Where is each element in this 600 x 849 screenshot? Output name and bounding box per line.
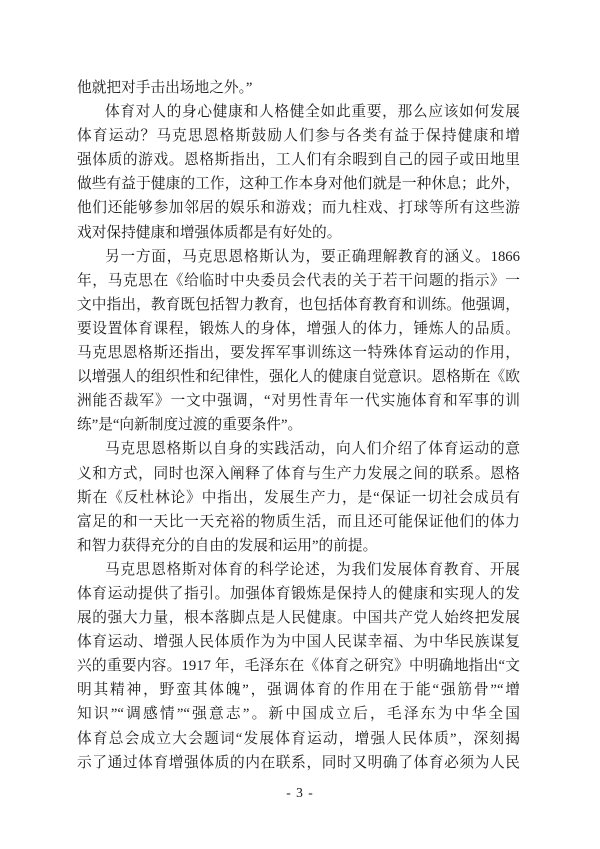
text-line: 马克思恩格斯还指出，要发挥军事训练这一特殊体育运动的作用， [77, 345, 520, 362]
text-line: 体育总会成立大会题词“发展体育运动，增强人民体质”，深刻揭 [77, 730, 520, 747]
text-line: 文中指出，教育既包括智力教育，也包括体育教育和训练。他强调， [77, 296, 520, 313]
text-line: 马克思恩格斯以自身的实践活动，向人们介绍了体育运动的意 [105, 441, 520, 458]
text-line: 体育运动、增强人民体质作为为中国人民谋幸福、为中华民族谋复 [77, 634, 520, 651]
text-line: 体育对人的身心健康和人格健全如此重要，那么应该如何发展 [105, 104, 520, 121]
text-line: 练”是“向新制度过渡的重要条件”。 [77, 417, 303, 434]
text-line: 要设置体育课程，锻炼人的身体，增强人的体力，锤炼人的品质。 [77, 320, 520, 337]
text-line: 体育运动提供了指引。加强体育锻炼是保持人的健康和实现人的发 [77, 585, 520, 602]
text-line: 兴的重要内容。1917 年，毛泽东在《体育之研究》中明确地指出“文 [77, 658, 520, 675]
text-line: 示了通过体育增强体质的内在联系，同时又明确了体育必须为人民 [77, 754, 520, 771]
text-line: 明其精神，野蛮其体魄”，强调体育的作用在于能“强筋骨”“增 [77, 682, 520, 699]
text-line: 知识”“调感情”“强意志”。新中国成立后，毛泽东为中华全国 [77, 706, 520, 723]
text-line: 洲能否裁军》一文中强调，“对男性青年一代实施体育和军事的训 [77, 393, 520, 410]
text-line: 做些有益于健康的工作，这种工作本身对他们就是一种休息；此外， [77, 176, 520, 193]
text-line: 戏对保持健康和增强体质都是有好处的。 [77, 224, 342, 241]
text-line: 以增强人的组织性和纪律性，强化人的健康自觉意识。恩格斯在《欧 [77, 369, 520, 386]
text-block [77, 76, 520, 775]
text-line: 他们还能够参加邻居的娱乐和游戏；而九柱戏、打球等所有这些游 [77, 200, 520, 217]
page-number: - 3 - [286, 785, 314, 800]
text-line: 另一方面，马克思恩格斯认为，要正确理解教育的涵义。1866 [105, 248, 520, 265]
text-line: 体育运动？马克思恩格斯鼓励人们参与各类有益于保持健康和增 [77, 128, 520, 145]
text-line: 他就把对手击出场地之外。” [77, 80, 253, 96]
text-line: 和智力获得充分的自由的发展和运用”的前提。 [77, 537, 378, 554]
text-line: 斯在《反杜林论》中指出，发展生产力，是“保证一切社会成员有 [77, 489, 520, 506]
text-line: 义和方式，同时也深入阐释了体育与生产力发展之间的联系。恩格 [77, 465, 520, 482]
text-line: 富足的和一天比一天充裕的物质生活，而且还可能保证他们的体力 [77, 513, 520, 530]
text-line: 强体质的游戏。恩格斯指出，工人们有余暇到自己的园子或田地里 [77, 152, 520, 169]
text-line: 马克思恩格斯对体育的科学论述，为我们发展体育教育、开展 [105, 561, 520, 578]
text-line: 展的强大力量，根本落脚点是人民健康。中国共产党人始终把发展 [77, 610, 520, 627]
text-line: 年，马克思在《给临时中央委员会代表的关于若干问题的指示》一 [77, 272, 520, 289]
